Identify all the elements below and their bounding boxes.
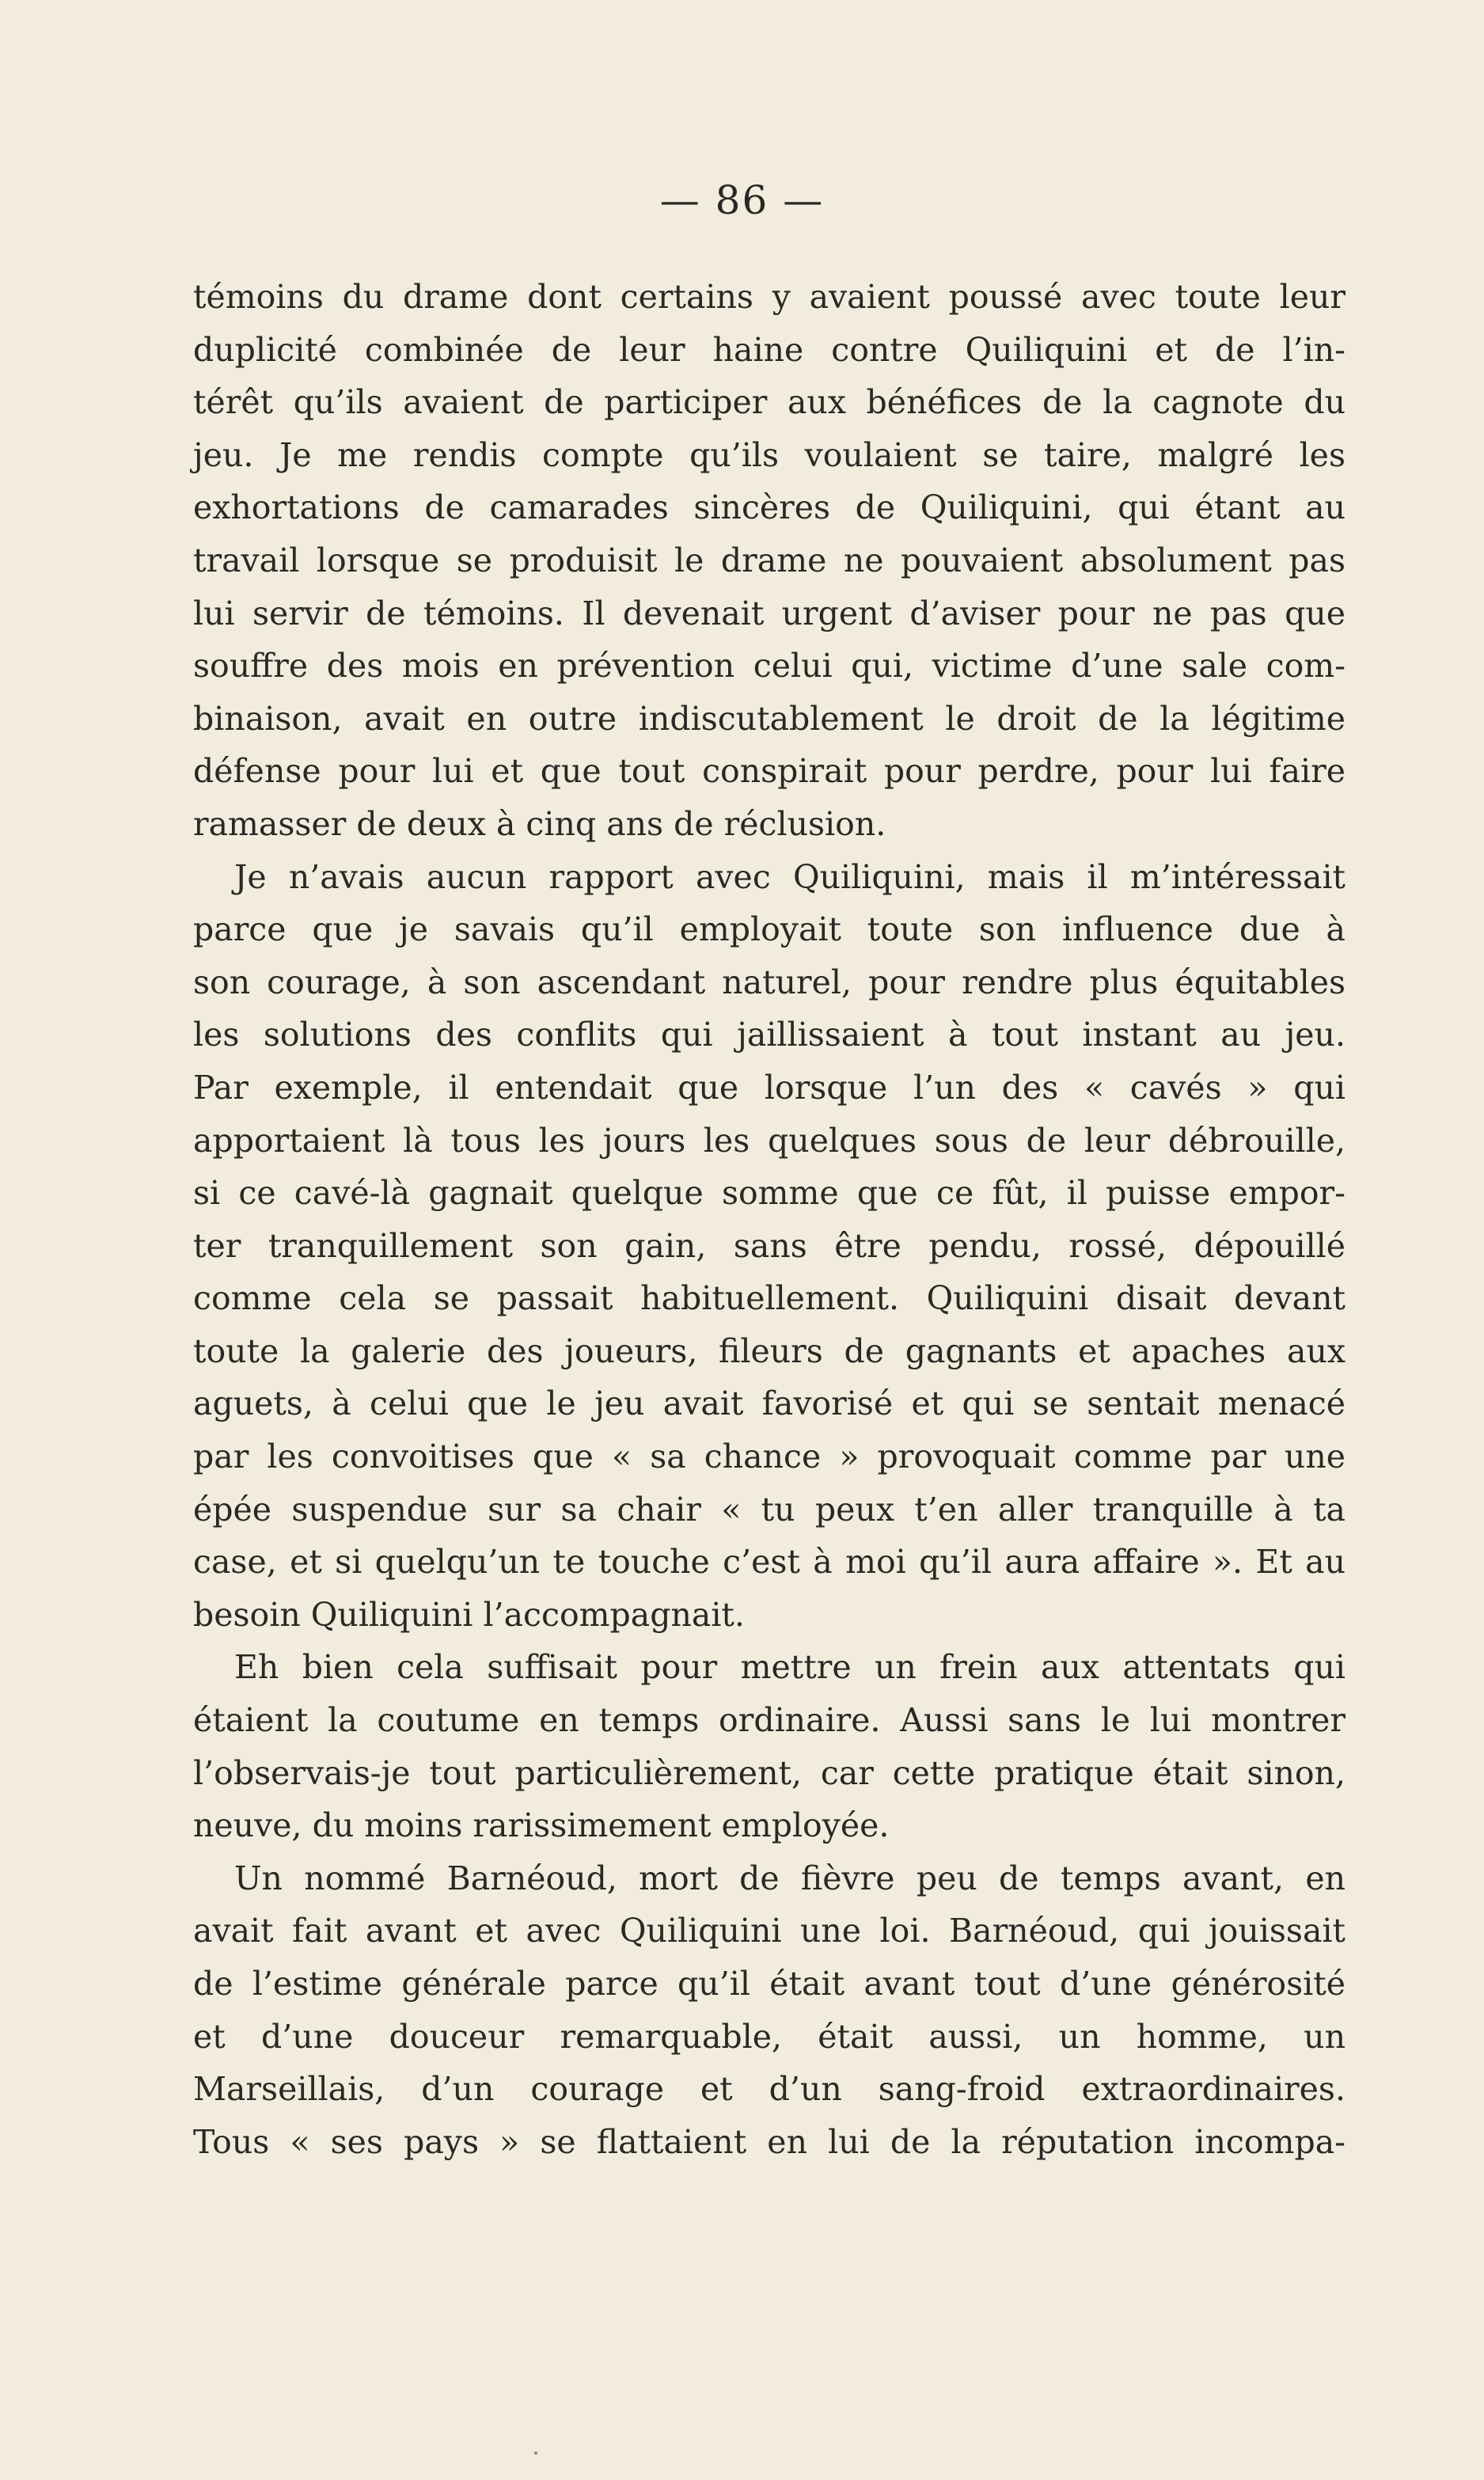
text-line: avait fait avant et avec Quiliquini une loi. Barnéoud, qui jouissait [193, 1912, 1345, 1950]
text-line: Un nommé Barnéoud, mort de fièvre peu de temps avant, en [234, 1859, 1345, 1897]
text-line: ramasser de deux à cinq ans de réclusion. [193, 804, 886, 843]
text-line: Marseillais, d’un courage et d’un sang-froid extraordinaires. [193, 2070, 1345, 2109]
text-line: toute la galerie des joueurs, fileurs de gagnants et apaches aux [193, 1331, 1345, 1370]
text-line: son courage, à son ascendant naturel, pour rendre plus équitables [193, 963, 1345, 1001]
paragraph [193, 851, 1345, 1642]
text-line: comme cela se passait habituellement. Quiliquini disait devant [193, 1279, 1345, 1318]
text-line: lui servir de témoins. Il devenait urgent d’aviser pour ne pas que [193, 594, 1345, 632]
text-line: travail lorsque se produisit le drame ne pouvaient absolument pas [193, 541, 1345, 579]
text-line: térêt qu’ils avaient de participer aux bénéfices de la cagnote du [193, 383, 1345, 422]
paragraph [193, 1641, 1345, 1851]
paragraph [193, 271, 1345, 851]
text-line: par les convoitises que « sa chance » provoquait comme par une [193, 1437, 1345, 1476]
text-line: besoin Quiliquini l’accompagnait. [193, 1595, 745, 1634]
text-line: épée suspendue sur sa chair « tu peux t’en aller tranquille à ta [193, 1490, 1345, 1529]
text-line: jeu. Je me rendis compte qu’ils voulaient se taire, malgré les [193, 435, 1345, 474]
text-line: case, et si quelqu’un te touche c’est à moi qu’il aura affaire ». Et au [193, 1543, 1345, 1582]
text-line: si ce cavé-là gagnait quelque somme que ce fût, il puisse empor- [193, 1174, 1345, 1213]
text-line: aguets, à celui que le jeu avait favorisé et qui se sentait menacé [193, 1384, 1345, 1423]
text-line: apportaient là tous les jours les quelques sous de leur débrouille, [193, 1121, 1345, 1160]
body-text [193, 271, 1345, 2168]
text-line: étaient la coutume en temps ordinaire. Aussi sans le lui montrer [193, 1701, 1345, 1740]
text-line: parce que je savais qu’il employait toute son influence due à [193, 910, 1345, 949]
text-line: défense pour lui et que tout conspirait pour perdre, pour lui faire [193, 752, 1345, 791]
paper-speck [534, 2452, 537, 2455]
text-line: exhortations de camarades sincères de Quiliquini, qui étant au [193, 488, 1345, 527]
page-number: — 86 — [659, 177, 825, 223]
text-line: duplicité combinée de leur haine contre Quiliquini et de l’in- [193, 330, 1345, 369]
text-line: de l’estime générale parce qu’il était avant tout d’une générosité [193, 1965, 1345, 2003]
paragraph [193, 1852, 1345, 2169]
text-line: neuve, du moins rarissimement employée. [193, 1806, 890, 1845]
text-line: l’observais-je tout particulièrement, car cette pratique était sinon, [193, 1753, 1345, 1792]
text-line: et d’une douceur remarquable, était aussi, un homme, un [193, 2017, 1345, 2056]
text-line: binaison, avait en outre indiscutablement le droit de la légitime [193, 699, 1345, 738]
text-line: les solutions des conflits qui jaillissaient à tout instant au jeu. [193, 1016, 1345, 1054]
text-line: Je n’avais aucun rapport avec Quiliquini, mais il m’intéressait [234, 857, 1345, 896]
text-line: témoins du drame dont certains y avaient poussé avec toute leur [193, 278, 1345, 316]
text-line: Tous « ses pays » se flattaient en lui de la réputation incompa- [193, 2122, 1345, 2161]
text-line: Eh bien cela suffisait pour mettre un frein aux attentats qui [234, 1648, 1345, 1687]
text-line: ter tranquillement son gain, sans être pendu, rossé, dépouillé [193, 1226, 1345, 1265]
text-line: Par exemple, il entendait que lorsque l’un des « cavés » qui [193, 1068, 1345, 1107]
text-line: souffre des mois en prévention celui qui, victime d’une sale com- [193, 647, 1345, 686]
